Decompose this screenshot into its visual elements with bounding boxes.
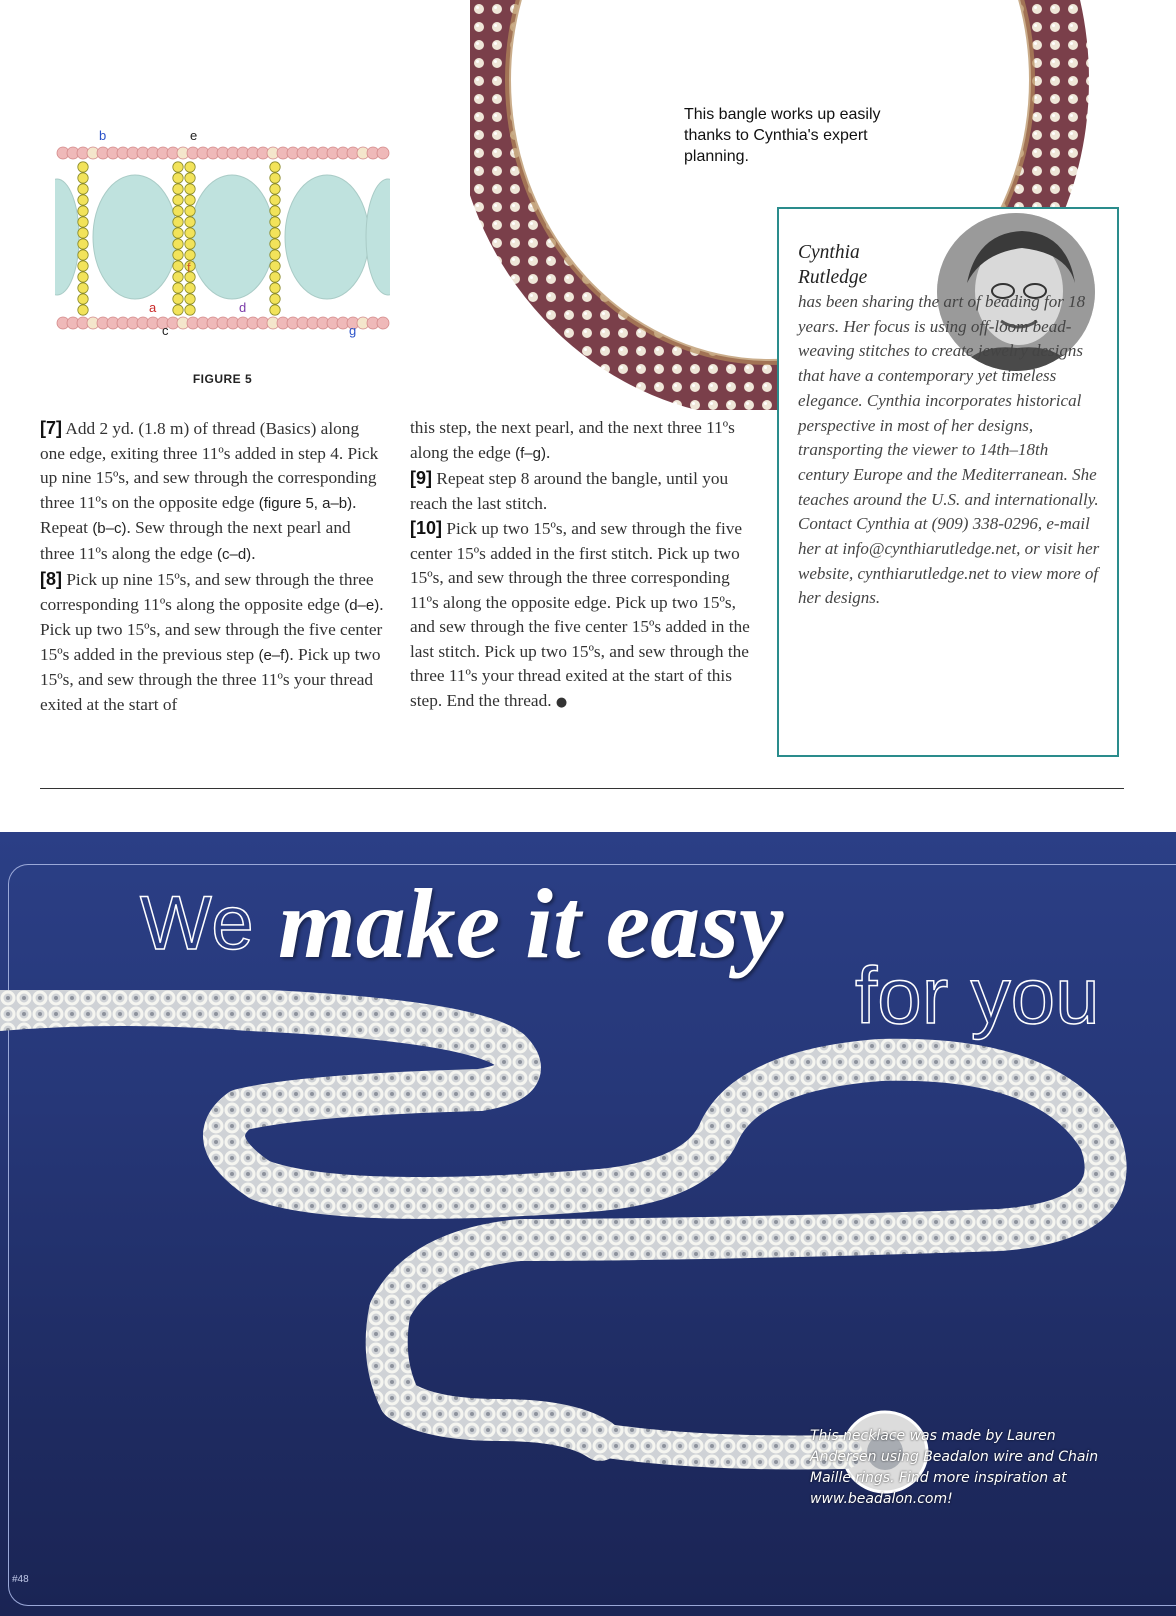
yellow-bead — [173, 305, 183, 315]
yellow-bead — [270, 294, 280, 304]
yellow-bead — [78, 217, 88, 227]
yellow-bead — [173, 261, 183, 271]
yellow-bead — [173, 206, 183, 216]
step-10-number: [10] — [410, 518, 443, 538]
yellow-bead — [270, 206, 280, 216]
yellow-bead — [78, 250, 88, 260]
step-8-number: [8] — [40, 569, 62, 589]
yellow-bead — [185, 239, 195, 249]
label-f: f — [187, 260, 191, 275]
step-7-ref-bc: (b–c) — [92, 520, 127, 537]
instructions-column-1 — [40, 416, 388, 717]
yellow-bead — [185, 162, 195, 172]
yellow-bead — [270, 184, 280, 194]
step-9-number: [9] — [410, 468, 432, 488]
step-8-text-3: . Pick up two 15ºs, and sew through the three 11ºs your thread exited at the start of — [40, 644, 381, 714]
step-8-continued — [410, 416, 756, 466]
yellow-bead — [270, 217, 280, 227]
step-8-ref-ef: (e–f) — [258, 646, 290, 664]
section-divider — [40, 788, 1124, 789]
step-7-text-4: . — [251, 543, 256, 563]
author-bio — [798, 240, 1103, 611]
yellow-bead — [270, 283, 280, 293]
yellow-bead — [270, 305, 280, 315]
yellow-bead — [173, 162, 183, 172]
yellow-bead — [173, 195, 183, 205]
author-name-line-1: Cynthia — [798, 242, 860, 263]
yellow-bead — [270, 261, 280, 271]
step-8-ref-fg: (f–g) — [515, 444, 546, 462]
yellow-bead — [78, 184, 88, 194]
step-10 — [410, 516, 756, 715]
step-7-ref-ab: (figure 5, a–b) — [258, 494, 353, 512]
author-bio-body: has been sharing the art of beading for 18 years. Her focus is using off-loom bead-weaving stitches to create jewelry designs that have a contemporary yet timeless elegance. Cynthia incorporates historical perspective in most of her designs, transporting the viewer to 14th–18th century Europe and the Mediterranean. She teaches around the U.S. and internationally. Contact Cynthia at (909) 338-0296, e-mail her at info@cynthiarutledge.net, or visit her website, cynthiarutledge.net to view more of her designs. — [798, 292, 1100, 608]
yellow-bead — [185, 250, 195, 260]
yellow-bead — [270, 228, 280, 238]
step-7-ref-cd: (c–d) — [217, 545, 252, 563]
yellow-bead — [270, 250, 280, 260]
yellow-bead — [270, 239, 280, 249]
ad-headline-for-you: for you — [855, 951, 1100, 1040]
yellow-bead — [270, 162, 280, 172]
step-8-continued-text: this step, the next pearl, and the next three 11ºs along the edge — [410, 418, 735, 462]
label-b: b — [99, 128, 107, 143]
figure-caption: FIGURE 5 — [192, 372, 253, 386]
yellow-bead — [173, 294, 183, 304]
yellow-bead — [270, 272, 280, 282]
step-7 — [40, 416, 388, 567]
yellow-bead — [185, 217, 195, 227]
yellow-bead — [173, 173, 183, 183]
instructions-column-2 — [410, 416, 756, 715]
yellow-bead — [185, 195, 195, 205]
author-bio-text — [798, 290, 1103, 611]
yellow-bead — [173, 228, 183, 238]
yellow-bead — [78, 283, 88, 293]
label-e: e — [190, 128, 198, 143]
pink-bead — [377, 317, 389, 329]
yellow-bead — [78, 195, 88, 205]
label-g: g — [349, 323, 357, 338]
label-c: c — [162, 323, 169, 338]
author-name-line-2: Rutledge — [798, 267, 868, 288]
author-name — [798, 240, 1103, 290]
yellow-bead — [185, 283, 195, 293]
yellow-bead — [78, 272, 88, 282]
page-number: #48 — [12, 1574, 29, 1585]
bangle-caption: This bangle works up easily thanks to Cynthia's expert planning. — [684, 106, 881, 165]
pink-bead — [377, 147, 389, 159]
yellow-bead — [78, 162, 88, 172]
yellow-bead — [78, 228, 88, 238]
step-7-text: Add 2 yd. (1.8 m) of thread (Basics) along one edge, exiting three 11ºs added in step 4. Pick up nine 15ºs, and sew through the corresponding three 11ºs on the opposite edge — [40, 419, 379, 512]
yellow-bead — [78, 305, 88, 315]
step-9 — [410, 466, 756, 516]
yellow-bead — [78, 173, 88, 183]
yellow-bead — [78, 294, 88, 304]
ad-caption: This necklace was made by Lauren Andersen using Beadalon wire and Chain Maille rings. Find more inspiration at www.beadalon.com! — [810, 1428, 1099, 1507]
label-a: a — [149, 300, 157, 315]
figure-5-diagram — [55, 125, 390, 350]
step-9-text: Repeat step 8 around the bangle, until you reach the last stitch. — [410, 469, 729, 513]
step-8-text: Pick up nine 15ºs, and sew through the three corresponding 11ºs along the opposite edge — [40, 570, 374, 614]
yellow-bead — [185, 294, 195, 304]
yellow-bead — [173, 283, 183, 293]
yellow-bead — [185, 305, 195, 315]
yellow-bead — [185, 184, 195, 194]
yellow-bead — [185, 173, 195, 183]
yellow-bead — [78, 239, 88, 249]
step-8 — [40, 567, 388, 717]
yellow-bead — [173, 184, 183, 194]
yellow-bead — [173, 217, 183, 227]
step-10-text: Pick up two 15ºs, and sew through the five center 15ºs added in the first stitch. Pick up two 15ºs, and sew through the three corresponding 11ºs along the opposite edge. Pick up two 15ºs, and sew through the five center 15ºs added in the last stitch. Pick up two 15ºs, and sew through the three 11ºs your thread exited at the start of this step. End the thread. — [410, 519, 750, 710]
yellow-bead — [173, 272, 183, 282]
yellow-bead — [270, 195, 280, 205]
yellow-bead — [78, 206, 88, 216]
yellow-bead — [185, 228, 195, 238]
step-7-number: [7] — [40, 418, 62, 438]
step-8-text-2: . Pick up two 15ºs, and sew through the five center 15ºs added in the previous step — [40, 594, 384, 664]
label-d: d — [239, 300, 247, 315]
ad-headline-we: We — [140, 881, 255, 966]
step-7-text-3: . Sew through the next pearl and three 11ºs along the edge — [40, 518, 351, 563]
yellow-bead — [185, 206, 195, 216]
ad-headline-make-it-easy: make it easy — [278, 868, 784, 979]
step-8-end: . — [545, 442, 551, 462]
yellow-bead — [78, 261, 88, 271]
step-7-text-2: . Repeat — [40, 492, 357, 537]
yellow-bead — [173, 250, 183, 260]
end-mark-icon: ● — [555, 694, 568, 710]
yellow-bead — [173, 239, 183, 249]
yellow-bead — [270, 173, 280, 183]
step-8-ref-de: (d–e) — [344, 596, 380, 614]
